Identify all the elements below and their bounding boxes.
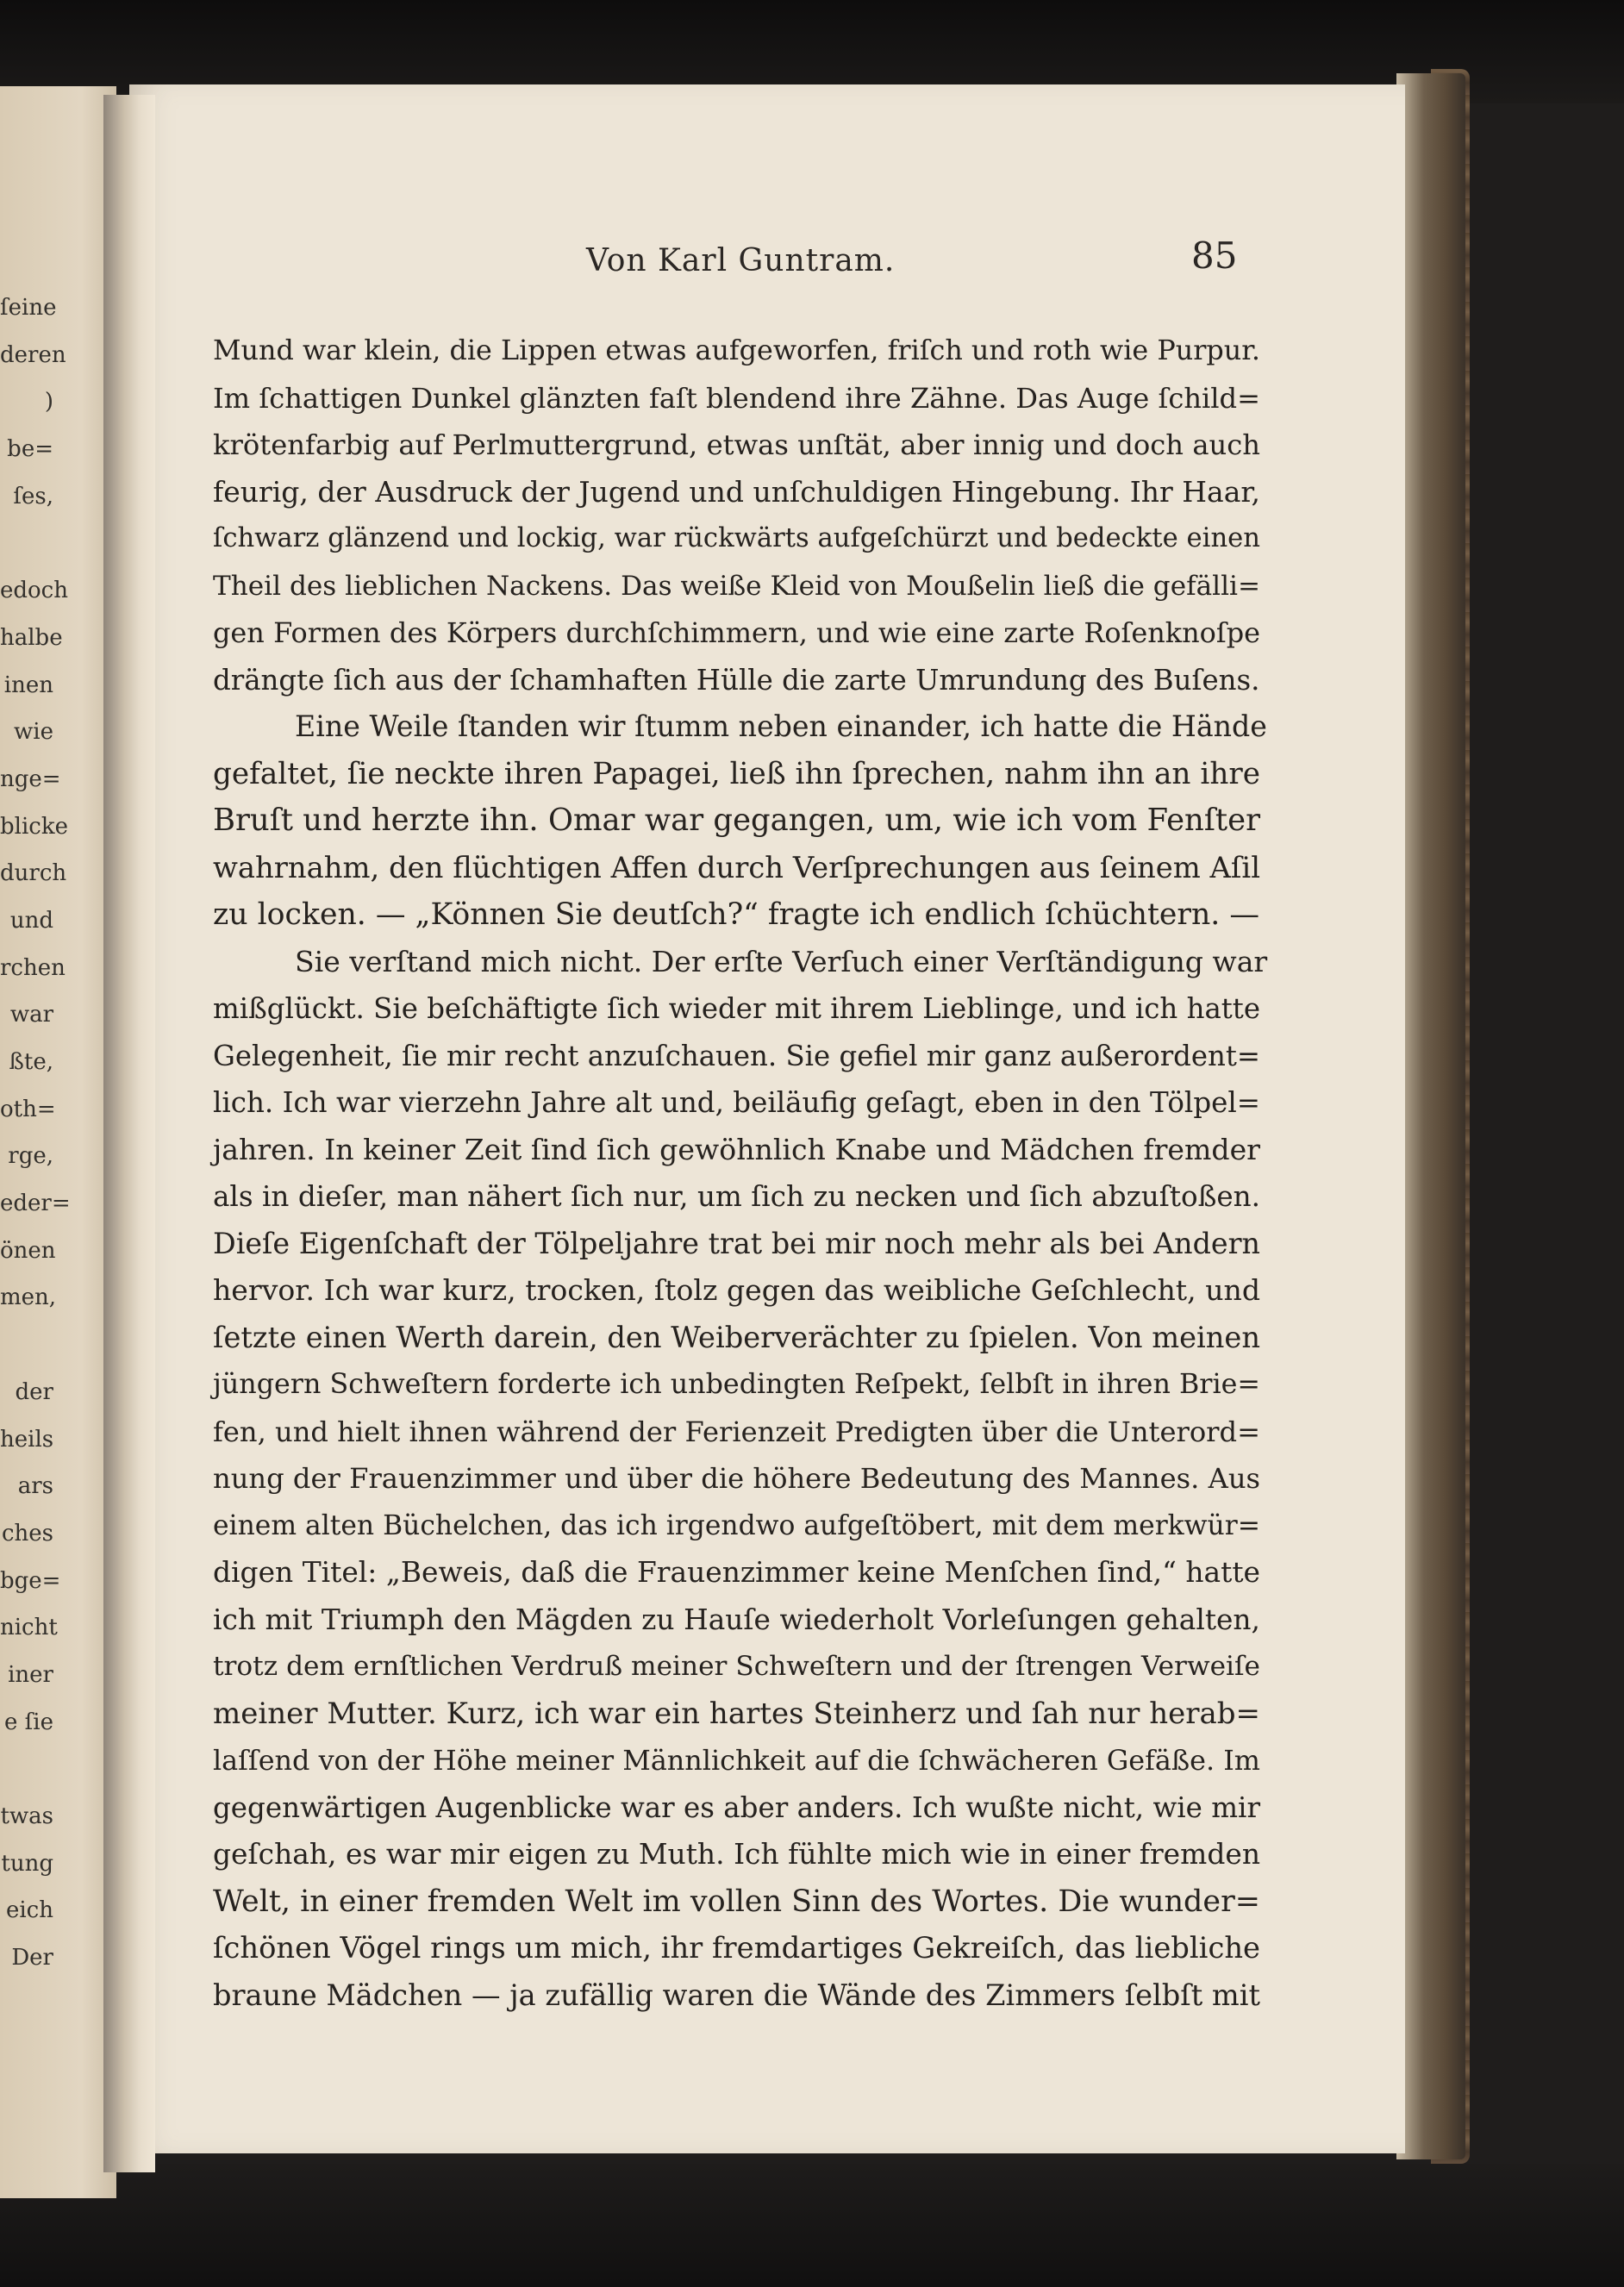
text-line: wahrnahm, den flüchtigen Affen durch Verſprechungen aus ſeinem Aſil — [213, 850, 1260, 884]
text-line: Welt, in einer fremden Welt im vollen Sinn des Wortes. Die wunder= — [213, 1884, 1260, 1919]
previous-page-fragment: eich — [5, 1897, 53, 1924]
text-line: feurig, der Ausdruck der Jugend und unſchuldigen Hingebung. Ihr Haar, — [213, 474, 1260, 509]
text-line: Mund war klein, die Lippen etwas aufgeworfen, friſch und roth wie Purpur. — [213, 334, 1260, 366]
dark-backdrop-bottom — [0, 2164, 1624, 2287]
previous-page-fragment: inen — [3, 672, 53, 698]
text-line: Theil des lieblichen Nackens. Das weiße Kleid von Moußelin ließ die gefälli= — [213, 570, 1260, 602]
text-line: mißglückt. Sie beſchäftigte ſich wieder mit ihrem Lieblinge, und ich hatte — [213, 992, 1260, 1025]
text-line: krötenfarbig auf Perlmuttergrund, etwas unſtät, aber innig und doch auch — [213, 428, 1260, 461]
previous-page-text-fragments — [0, 284, 71, 1982]
text-line: nung der Frauenzimmer und über die höhere Bedeutung des Mannes. Aus — [213, 1462, 1260, 1495]
previous-page-fragment — [0, 1746, 53, 1793]
text-line: ich mit Triumph den Mägden zu Hauſe wiederholt Vorleſungen gehalten, — [213, 1603, 1260, 1636]
text-line: ſchwarz glänzend und lockig, war rückwärts aufgeſchürzt und bedeckte einen — [213, 523, 1260, 553]
page-stack-edge — [1396, 73, 1465, 2159]
previous-page-fragment: önen — [0, 1237, 56, 1264]
text-line: jahren. In keiner Zeit ſind ſich gewöhnlich Knabe und Mädchen fremder — [213, 1132, 1260, 1166]
text-line: fen, und hielt ihnen während der Ferienzeit Predigten über die Unterord= — [213, 1415, 1260, 1448]
previous-page-fragment: halbe — [0, 624, 63, 651]
previous-page-fragment: iner — [8, 1661, 53, 1688]
text-line: drängte ſich aus der ſchamhaften Hülle die zarte Umrundung des Buſens. — [213, 663, 1260, 697]
previous-page-fragment: blicke — [0, 813, 68, 840]
book-gutter — [103, 95, 155, 2172]
previous-page-fragment: der — [15, 1378, 53, 1405]
text-line: trotz dem ernſtlichen Verdruß meiner Schweſtern und der ſtrengen Verweiſe — [213, 1651, 1260, 1682]
previous-page-fragment: durch — [0, 860, 67, 887]
body-text — [213, 328, 1268, 2019]
page-number: 85 — [1191, 234, 1238, 277]
previous-page-fragment — [0, 520, 53, 567]
text-line: ſchönen Vögel rings um mich, ihr fremdartiges Gekreiſch, das liebliche — [213, 1931, 1260, 1965]
previous-page-fragment: deren — [0, 341, 66, 368]
previous-page-fragment: nge= — [0, 765, 61, 792]
previous-page-fragment: edoch — [0, 578, 68, 604]
previous-page-fragment: eder= — [0, 1190, 71, 1217]
text-line: Eine Weile ſtanden wir ſtumm neben einander, ich hatte die Hände — [295, 709, 1267, 743]
previous-page-fragment: ) be= — [7, 389, 53, 463]
text-line: geſchah, es war mir eigen zu Muth. Ich fühlte mich wie in einer fremden — [213, 1837, 1260, 1871]
previous-page-fragment: men, — [0, 1284, 57, 1311]
previous-page-fragment: ſeine — [0, 295, 57, 321]
previous-page-fragment: ßte, — [9, 1049, 53, 1075]
previous-page-fragment: tung — [1, 1850, 53, 1877]
text-line: gegenwärtigen Augenblicke war es aber anders. Ich wußte nicht, wie mir — [213, 1790, 1260, 1824]
previous-page-fragment: und — [9, 907, 53, 934]
previous-page-fragment: Der — [11, 1945, 53, 1971]
text-line: Bruſt und herzte ihn. Omar war gegangen, um, wie ich vom Fenſter — [213, 803, 1260, 838]
text-line: lich. Ich war vierzehn Jahre alt und, beiläufig geſagt, eben in den Tölpel= — [213, 1086, 1260, 1119]
text-line: als in dieſer, man nähert ſich nur, um ſich zu necken und ſich abzuſtoßen. — [213, 1180, 1260, 1213]
text-line: Gelegenheit, ſie mir recht anzuſchauen. Sie gefiel mir ganz außerordent= — [213, 1039, 1260, 1072]
text-line: Im ſchattigen Dunkel glänzten faſt blendend ihre Zähne. Das Auge ſchild= — [213, 381, 1260, 415]
text-line: gen Formen des Körpers durchſchimmern, und wie eine zarte Roſenknoſpe — [213, 616, 1260, 649]
previous-page-fragment: wie — [14, 719, 53, 746]
previous-page-fragment: e ſie — [4, 1709, 53, 1735]
text-line: braune Mädchen — ja zufällig waren die Wände des Zimmers ſelbſt mit — [213, 1978, 1260, 2012]
previous-page-fragment: war — [9, 1002, 53, 1028]
previous-page-fragment: ars — [17, 1473, 53, 1500]
previous-page-fragment: heils — [0, 1426, 54, 1453]
text-line: gefaltet, ſie neckte ihren Papagei, ließ ihn ſprechen, nahm ihn an ihre — [213, 756, 1260, 791]
text-line: Sie verſtand mich nicht. Der erſte Verſuch einer Verſtändigung war — [295, 944, 1268, 978]
previous-page-fragment: ches — [1, 1520, 53, 1547]
previous-page-fragment: rge, — [8, 1143, 53, 1170]
text-line: einem alten Büchelchen, das ich irgendwo aufgeſtöbert, mit dem merkwür= — [213, 1509, 1260, 1541]
previous-page-fragment: oth= — [0, 1096, 56, 1122]
text-line: jüngern Schweſtern forderte ich unbedingten Reſpekt, ſelbſt in ihren Brie= — [213, 1369, 1260, 1400]
text-line: digen Titel: „Beweis, daß die Frauenzimmer keine Menſchen ſind,“ hatte — [213, 1555, 1260, 1589]
previous-page-fragment: rchen — [0, 954, 66, 981]
previous-page-fragment: bge= — [0, 1567, 61, 1594]
text-line: Dieſe Eigenſchaft der Tölpeljahre trat bei mir noch mehr als bei Andern — [213, 1226, 1260, 1260]
previous-page-fragment: nicht — [0, 1615, 58, 1641]
text-line: meiner Mutter. Kurz, ich war ein hartes Steinherz und ſah nur herab= — [213, 1696, 1260, 1731]
text-line: ſetzte einen Werth darein, den Weiberverächter zu ſpielen. Von meinen — [213, 1320, 1260, 1354]
text-line: laſſend von der Höhe meiner Männlichkeit auf die ſchwächeren Gefäße. Im — [213, 1744, 1260, 1777]
previous-page-fragment — [0, 1322, 53, 1369]
text-line: zu locken. — „Können Sie deutſch?“ fragte ich endlich ſchüchtern. — — [213, 897, 1259, 932]
text-line: hervor. Ich war kurz, trocken, ſtolz gegen das weibliche Geſchlecht, und — [213, 1273, 1260, 1307]
previous-page-fragment: twas — [0, 1803, 53, 1829]
previous-page-fragment: ſes, — [13, 483, 53, 509]
running-head: Von Karl Guntram. — [586, 243, 896, 278]
